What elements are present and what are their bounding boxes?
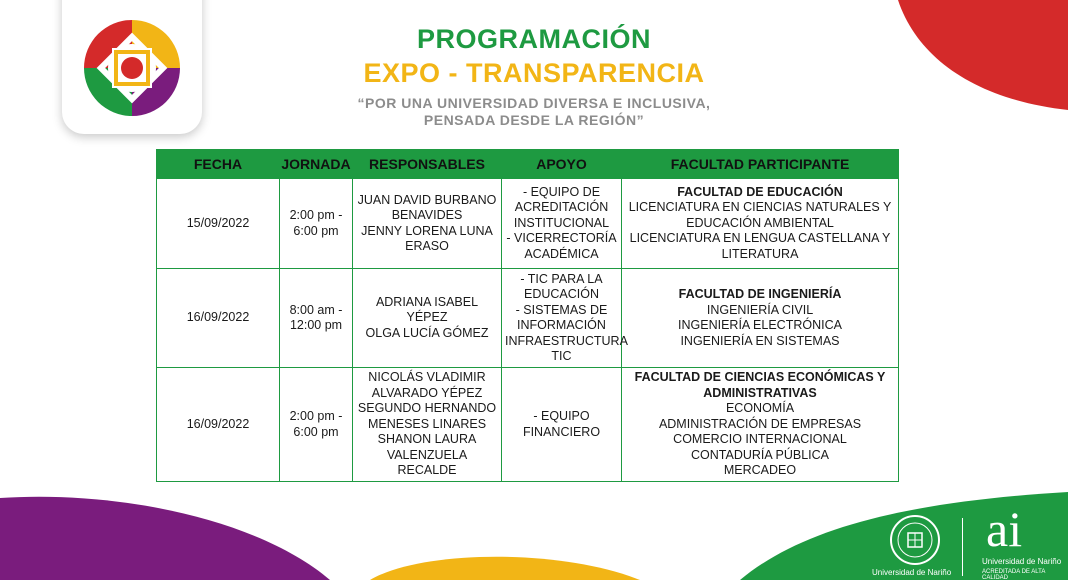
table-row <box>157 269 899 368</box>
table-row <box>157 179 899 269</box>
cell-fecha: 15/09/2022 <box>157 179 280 269</box>
cell-jornada: 2:00 pm - 6:00 pm <box>280 368 353 482</box>
footer-divider <box>962 518 963 576</box>
slogan-line-2: PENSADA DESDE LA REGIÓN” <box>423 112 645 128</box>
header-fecha: FECHA <box>157 150 280 179</box>
header-jornada: JORNADA <box>280 150 353 179</box>
cell-fecha: 16/09/2022 <box>157 368 280 482</box>
accreditation-logo: ai <box>986 501 1023 557</box>
cell-responsables: JUAN DAVID BURBANO BENAVIDES JENNY LORENA LUNA ERASO <box>353 179 502 269</box>
slogan <box>0 95 1068 129</box>
event-title: EXPO - TRANSPARENCIA <box>363 58 705 88</box>
cell-apoyo: - TIC PARA LA EDUCACIÓN - SISTEMAS DE INFORMACIÓN INFRAESTRUCTURA TIC <box>502 269 622 368</box>
header-facultad: FACULTAD PARTICIPANTE <box>622 150 899 179</box>
slogan-line-1: “POR UNA UNIVERSIDAD DIVERSA E INCLUSIVA, <box>357 95 711 111</box>
red-corner-shape <box>898 0 1068 110</box>
cell-fecha: 16/09/2022 <box>157 269 280 368</box>
cell-facultad: FACULTAD DE CIENCIAS ECONÓMICAS Y ADMINISTRATIVAS ECONOMÍA ADMINISTRACIÓN DE EMPRESAS COMERCIO INTERNACIONAL CONTADURÍA PÚBLICA MERCADEO <box>622 368 899 482</box>
table-row <box>157 368 899 482</box>
header-responsables: RESPONSABLES <box>353 150 502 179</box>
cell-jornada: 8:00 am - 12:00 pm <box>280 269 353 368</box>
faculty-name: FACULTAD DE CIENCIAS ECONÓMICAS Y ADMINISTRATIVAS <box>634 370 886 400</box>
cell-jornada: 2:00 pm - 6:00 pm <box>280 179 353 269</box>
university-seal-icon <box>880 514 950 566</box>
seal-caption: Universidad de Nariño <box>872 568 952 577</box>
schedule-table <box>156 149 899 482</box>
header-apoyo: APOYO <box>502 150 622 179</box>
table-header-row <box>157 150 899 179</box>
faculty-name: FACULTAD DE INGENIERÍA <box>678 287 842 301</box>
accreditation-subcaption: ACREDITADA DE ALTA CALIDAD <box>982 569 1046 581</box>
cell-facultad: FACULTAD DE EDUCACIÓN LICENCIATURA EN CIENCIAS NATURALES Y EDUCACIÓN AMBIENTAL LICENCIATURA EN LENGUA CASTELLANA Y LITERATURA <box>622 179 899 269</box>
cell-responsables: NICOLÁS VLADIMIR ALVARADO YÉPEZ SEGUNDO HERNANDO MENESES LINARES SHANON LAURA VALENZUELA RECALDE <box>353 368 502 482</box>
cell-apoyo: - EQUIPO FINANCIERO <box>502 368 622 482</box>
cell-apoyo: - EQUIPO DE ACREDITACIÓN INSTITUCIONAL - VICERRECTORÍA ACADÉMICA <box>502 179 622 269</box>
accreditation-caption: Universidad de Nariño <box>982 557 1062 566</box>
faculty-name: FACULTAD DE EDUCACIÓN <box>677 184 843 199</box>
cell-facultad: FACULTAD DE INGENIERÍA INGENIERÍA CIVIL INGENIERÍA ELECTRÓNICA INGENIERÍA EN SISTEMAS <box>622 269 899 368</box>
cell-responsables: ADRIANA ISABEL YÉPEZ OLGA LUCÍA GÓMEZ <box>353 269 502 368</box>
page-title: PROGRAMACIÓN <box>417 24 651 54</box>
